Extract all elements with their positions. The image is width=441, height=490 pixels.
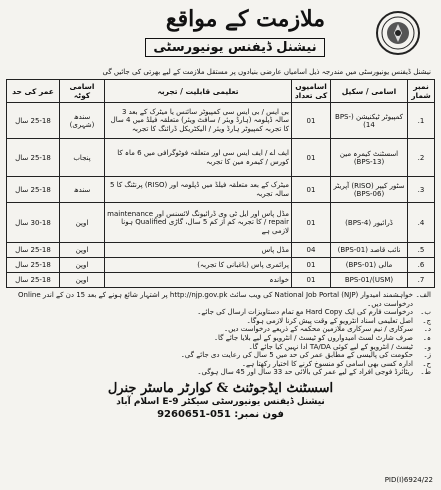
note-text: درخواست فارم کی ایک Hard Copy مع تمام دستاویزات ارسال کی جائے۔: [197, 308, 413, 317]
row-age: 30-18 سال: [7, 203, 60, 243]
row-count: 01: [292, 139, 331, 177]
row-post: اسسٹنٹ کیمرہ مین (BPS-13): [331, 139, 408, 177]
row-post: نائب قاصد (BPS-01): [331, 243, 408, 258]
col-serial: نمبر شمار: [408, 80, 435, 103]
table-header-row: [7, 80, 435, 103]
row-domicile: اوپن: [60, 243, 105, 258]
row-qualification: بی ایس / بی ایس سی کمپیوٹر سائنس یا میٹرک کے بعد 3 سالہ ڈپلومہ (ہارڈ ویئر / سافٹ ویئر) متعلقہ فیلڈ میں 4 سال کا تجربہ کمپیوٹر ہارڈ ویئر / الیکٹریکل ڈرائنگ کا تجربہ: [105, 103, 292, 139]
col-domicile: اسامی کوٹہ: [60, 80, 105, 103]
row-count: 01: [292, 273, 331, 288]
list-item: [10, 343, 431, 352]
signatory-title: اسسٹنٹ ایڈجوٹنٹ & کوارٹر ماسٹر جنرل: [107, 380, 334, 396]
row-post: ڈرائیور (BPS-4): [331, 203, 408, 243]
note-label: ہ۔: [422, 333, 431, 342]
note-text: اصل تعلیمی اسناد انٹرویو کے وقت پیش کرنا لازمی ہوگا۔: [246, 316, 413, 325]
row-age: 25-18 سال: [7, 139, 60, 177]
note-text: ٹیسٹ / انٹرویو کے لیے کوئی TA/DA ادا نہیں کیا جائے گا۔: [248, 342, 413, 351]
row-qualification: خواندہ: [105, 273, 292, 288]
note-text: ادارہ کسی بھی اسامی کو منسوخ کرنے کا اختیار رکھتا ہے۔: [241, 359, 413, 368]
row-age: 25-18 سال: [7, 103, 60, 139]
row-qualification: ایف اے / ایف ایس سی اور متعلقہ فوٹوگرافی میں 6 ماہ کا کورس / کیمرہ مین کا تجربہ: [105, 139, 292, 177]
list-item: [10, 291, 431, 308]
list-item: [10, 351, 431, 360]
note-text: حکومت کی پالیسی کے مطابق عمر کی حد میں 5 سال کی رعایت دی جائے گی۔: [180, 351, 413, 360]
pid-number: PID(I)6924/22: [384, 476, 433, 484]
note-text: سرکاری / نیم سرکاری ملازمین محکمہ کے ذریعے درخواست دیں۔: [224, 325, 413, 334]
ad-header: [6, 4, 435, 66]
list-item: [10, 325, 431, 334]
list-item: [10, 368, 431, 377]
note-label: ح۔: [422, 359, 431, 368]
row-post: BPS-01/(USM): [331, 273, 408, 288]
row-qualification: مڈل پاس اور ایل ٹی وی ڈرائیونگ لائسنس اور maintenance / repair کا تجربہ کم از کم 5 سال، گاڑی Qualified ہونا لازمی ہے: [105, 203, 292, 243]
list-item: [10, 308, 431, 317]
note-label: و۔: [423, 342, 431, 351]
row-qualification: میٹرک کے بعد متعلقہ فیلڈ میں ڈپلومہ اور (RISO) پرنٹنگ کا 5 سالہ تجربہ: [105, 177, 292, 203]
row-post: سٹور کیپر (RISO) آپریٹر (BPS-06): [331, 177, 408, 203]
row-post: مالی (BPS-01): [331, 258, 408, 273]
row-domicile: اوپن: [60, 273, 105, 288]
row-serial: 6.: [408, 258, 435, 273]
row-domicile: اوپن: [60, 258, 105, 273]
row-age: 25-18 سال: [7, 273, 60, 288]
intro-text: نیشنل ڈیفنس یونیورسٹی میں مندرجہ ذیل اسامیاں عارضی بنیادوں پر مستقل ملازمت کے لیے بھرتی کی جائیں گی: [102, 68, 431, 76]
row-qualification: مڈل پاس: [105, 243, 292, 258]
row-count: 01: [292, 203, 331, 243]
row-serial: 4.: [408, 203, 435, 243]
table-row: [7, 103, 435, 139]
ad-title: ملازمت کے مواقع: [165, 6, 325, 32]
list-item: [10, 334, 431, 343]
col-count: اسامیوں کی تعداد: [292, 80, 331, 103]
row-post: کمپیوٹر ٹیکنیشن (BPS-14): [331, 103, 408, 139]
table-row: [7, 243, 435, 258]
row-qualification: پرائمری پاس (باغبانی کا تجربہ): [105, 258, 292, 273]
note-label: ط۔: [420, 368, 431, 377]
note-text: ریٹائرڈ فوجی افراد کے لیے عمر کی بالائی حد 33 سال اور 45 سال ہوگی۔: [197, 368, 413, 377]
row-count: 01: [292, 177, 331, 203]
row-count: 01: [292, 103, 331, 139]
note-text: خواہشمند امیدوار National Job Portal (NJP) کی ویب سائٹ http://njp.gov.pk پر اشتہار شائع ہونے کے بعد 15 دن کے اندر Online درخواست دیں۔: [18, 291, 413, 308]
row-age: 25-18 سال: [7, 177, 60, 203]
signatory-address: نیشنل ڈیفنس یونیورسٹی سیکٹر E-9 اسلام آباد: [116, 396, 325, 407]
row-domicile: پنجاب: [60, 139, 105, 177]
signature-block: [6, 381, 435, 420]
col-post: اسامی / سکیل: [331, 80, 408, 103]
note-label: د۔: [423, 325, 431, 334]
row-serial: 3.: [408, 177, 435, 203]
row-count: 04: [292, 243, 331, 258]
note-label: الف۔: [415, 291, 431, 299]
row-domicile: اوپن: [60, 203, 105, 243]
row-domicile: سندھ (شہری): [60, 103, 105, 139]
instructions-list: [6, 291, 435, 377]
col-age: عمر کی حد: [7, 80, 60, 103]
table-row: [7, 258, 435, 273]
note-text: صرف شارٹ لسٹ امیدواروں کو ٹیسٹ / انٹرویو کے لیے بلایا جائے گا۔: [213, 333, 413, 342]
row-count: 01: [292, 258, 331, 273]
vacancy-table: [6, 79, 435, 288]
col-qualification: تعلیمی قابلیت / تجربہ: [105, 80, 292, 103]
row-age: 25-18 سال: [7, 243, 60, 258]
list-item: [10, 317, 431, 326]
table-row: [7, 177, 435, 203]
note-label: ب۔: [420, 308, 431, 317]
note-label: ز۔: [423, 351, 431, 360]
note-label: ج۔: [422, 316, 431, 325]
university-seal-icon: [375, 10, 421, 56]
row-age: 25-18 سال: [7, 258, 60, 273]
row-serial: 7.: [408, 273, 435, 288]
contact-phone: فون نمبر: 051-9260651: [157, 408, 284, 420]
table-row: [7, 273, 435, 288]
table-row: [7, 139, 435, 177]
row-serial: 5.: [408, 243, 435, 258]
row-serial: 2.: [408, 139, 435, 177]
university-name: نیشنل ڈیفنس یونیورسٹی: [145, 38, 325, 57]
row-serial: 1.: [408, 103, 435, 139]
row-domicile: سندھ: [60, 177, 105, 203]
table-row: [7, 203, 435, 243]
